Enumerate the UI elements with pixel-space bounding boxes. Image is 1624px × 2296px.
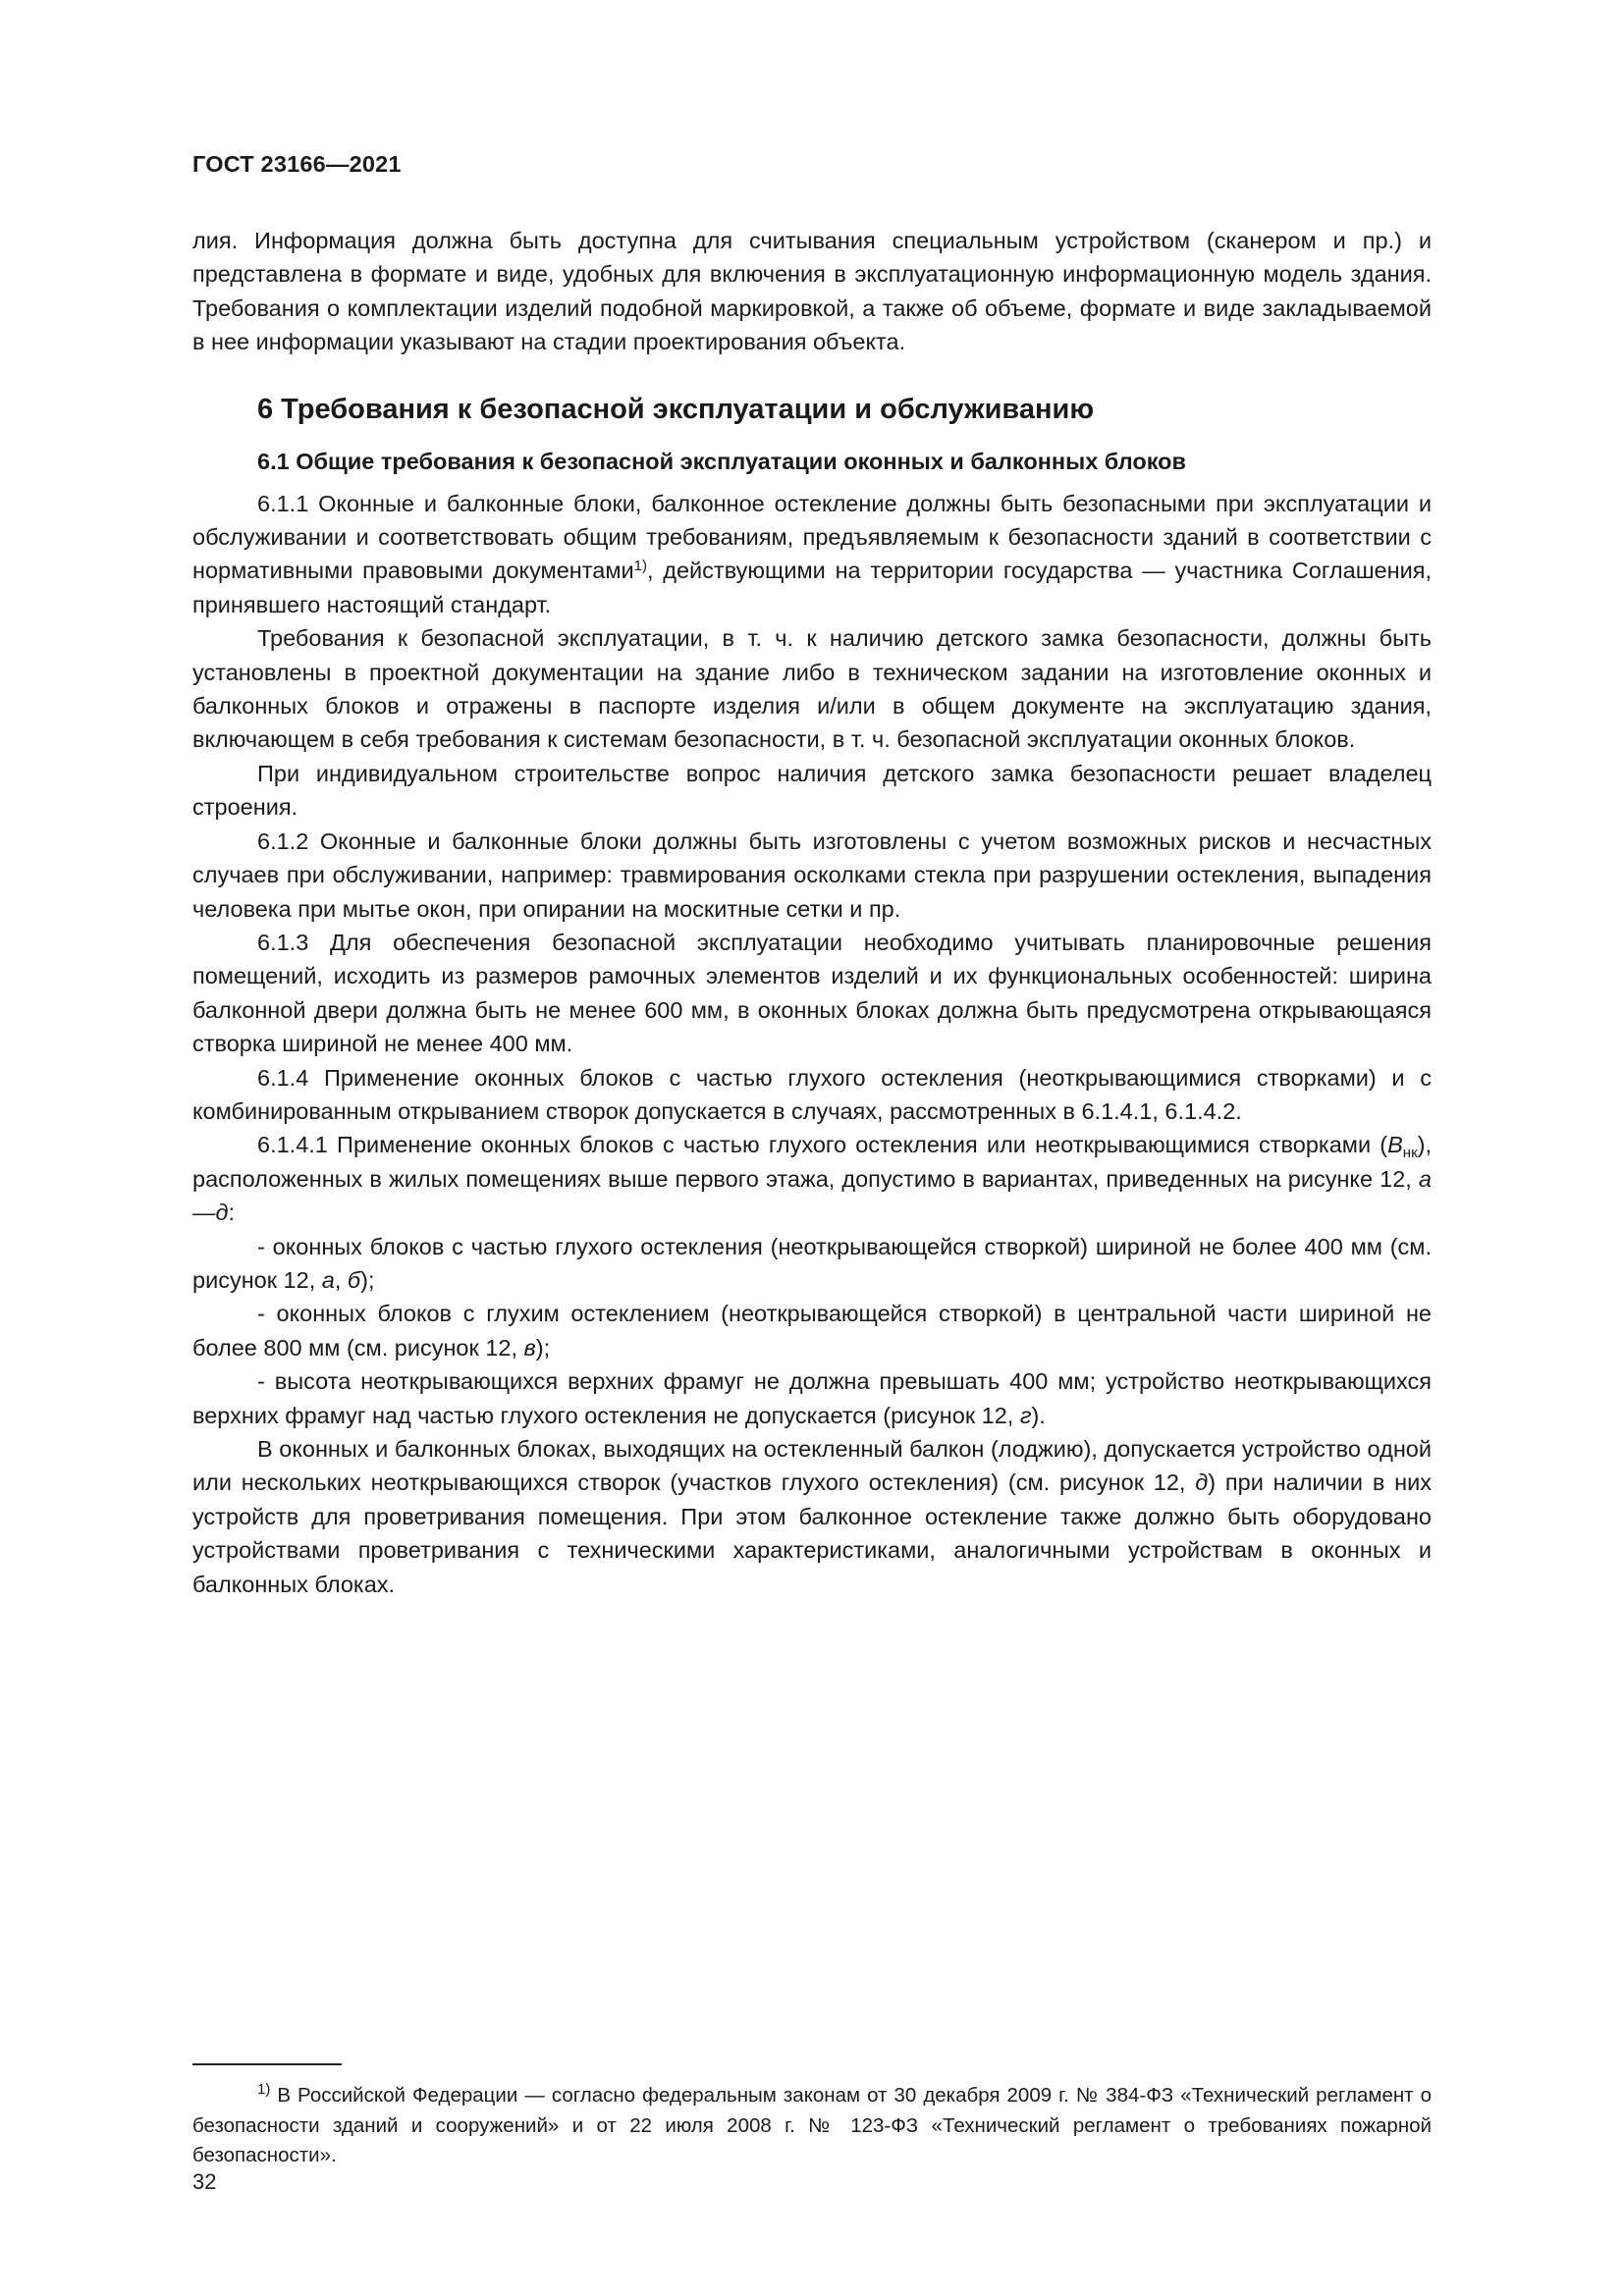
paragraph-text: В оконных и балконных блоках, выходящих на остекленный балкон (лоджию), допускается устройство одной или нескольких неоткрывающихся створок (участков глухого остекления) (см. рисунок 12, (192, 1436, 1432, 1496)
figure-reference: д (1195, 1469, 1209, 1496)
list-item-text: ); (360, 1266, 375, 1293)
footnote-reference: 1) (633, 558, 647, 575)
list-item-1 (192, 1230, 1432, 1298)
list-item-3 (192, 1364, 1432, 1432)
paragraph-text: ) при наличии в них устройств для проветривания помещения. При этом балконное остекление также должно быть оборудовано устройствами проветривания с техническими характеристиками, аналогичными устройствам в оконных и балконных блоках. (192, 1469, 1432, 1597)
list-item-text: ). (1031, 1402, 1046, 1428)
list-item-2 (192, 1297, 1432, 1364)
paragraph-6-1-4: 6.1.4 Применение оконных блоков с частью глухого остекления (неоткрывающимися створками) и с комбинированным открыванием створок допускается в случаях, рассмотренных в 6.1.4.1, 6.1.4.2. (192, 1064, 1432, 1124)
paragraph-text: , действующими на территории государства — участника Соглашения, принявшего настоящий стандарт. (192, 558, 1432, 617)
figure-reference: а—д (192, 1165, 1432, 1226)
paragraph-text: 6.1.4.1 Применение оконных блоков с частью глухого остекления или неоткрывающимися створками ( (257, 1132, 1388, 1158)
paragraph-6-1-4-1 (192, 1128, 1432, 1229)
paragraph-text: : (228, 1200, 236, 1226)
figure-reference: в (523, 1334, 536, 1361)
document-code-header: ГОСТ 23166—2021 (192, 151, 402, 177)
paragraph-6-1-3: 6.1.3 Для обеспечения безопасной эксплуатации необходимо учитывать планировочные решения помещений, исходить из размеров рамочных элементов изделий и их функциональных особенностей: ширина балконной двери должна быть не менее 600 мм, в оконных блоках должна быть предусмотрена открывающаяся створка шириной не менее 400 мм. (192, 929, 1432, 1057)
footnote-divider (192, 2063, 342, 2065)
continuation-paragraph: лия. Информация должна быть доступна для считывания специальным устройством (сканером и пр.) и представлена в формате и виде, удобных для включения в эксплуатационную информационную модель здания. Требования о комплектации изделий подобной маркировкой, а также об объеме, формате и виде закладываемой в нее информации указывают на стадии проектирования объекта. (192, 228, 1432, 355)
document-body (192, 224, 1432, 1601)
list-item-text: ); (535, 1334, 551, 1361)
paragraph-6-1-2: 6.1.2 Оконные и балконные блоки должны быть изготовлены с учетом возможных рисков и несчастных случаев при обслуживании, например: травмирования осколками стекла при разрушении остекления, выпадения человека при мытье окон, при опирании на москитные сетки и пр. (192, 828, 1432, 922)
footnote-mark: 1) (257, 2081, 271, 2098)
figure-reference: б (347, 1266, 361, 1293)
figure-reference: г (1019, 1402, 1032, 1428)
section-6-heading: 6 Требования к безопасной эксплуатации и обслуживанию (257, 393, 1095, 425)
footnote-text: В Российской Федерации — согласно федеральным законам от 30 декабря 2009 г. № 384-ФЗ «Технический регламент о безопасности зданий и сооружений» и от 22 июля 2008 г. № 123-ФЗ «Технический регламент о требованиях пожарной безопасности». (192, 2084, 1432, 2166)
variable-subscript: нк (1402, 1145, 1418, 1162)
paragraph-6-1-1-requirements: Требования к безопасной эксплуатации, в т. ч. к наличию детского замка безопасности, должны быть установлены в проектной документации на здание либо в техническом задании на изготовление оконных и балконных блоков и отражены в паспорте изделия и/или в общем документе на эксплуатацию здания, включающем в себя требования к системам безопасности, в т. ч. безопасной эксплуатации оконных блоков. (192, 625, 1432, 753)
paragraph-text: ), расположенных в жилых помещениях выше первого этажа, допустимо в вариантах, приведенных на рисунке 12, (192, 1132, 1432, 1192)
figure-reference: а (321, 1266, 335, 1293)
footnote (192, 2081, 1432, 2171)
list-item-text: - оконных блоков с частью глухого остекления (неоткрывающейся створкой) шириной не более 400 мм (см. рисунок 12, (192, 1233, 1432, 1293)
paragraph-text: 6.1.1 Оконные и балконные блоки, балконное остекление должны быть безопасными при эксплуатации и обслуживании и соответствовать общим требованиям, предъявляемым к безопасности зданий в соответствии с нормативными правовыми документами (192, 490, 1432, 584)
list-item-text: , (334, 1266, 348, 1293)
paragraph-6-1-1-individual: При индивидуальном строительстве вопрос наличия детского замка безопасности решает владелец строения. (192, 760, 1432, 821)
section-6-1-heading: 6.1 Общие требования к безопасной эксплуатации оконных и балконных блоков (257, 448, 1186, 474)
list-item-text: - оконных блоков с глухим остеклением (неоткрывающейся створкой) в центральной части шириной не более 800 мм (см. рисунок 12, (192, 1301, 1432, 1361)
list-item-text: - высота неоткрывающихся верхних фрамуг не должна превышать 400 мм; устройство неоткрывающихся верхних фрамуг над частью глухого остекления не допускается (рисунок 12, (192, 1368, 1432, 1428)
paragraph-balcony-glazing (192, 1432, 1432, 1601)
page-number: 32 (192, 2169, 217, 2194)
paragraph-6-1-1 (192, 487, 1432, 622)
variable-b: В (1387, 1132, 1403, 1158)
